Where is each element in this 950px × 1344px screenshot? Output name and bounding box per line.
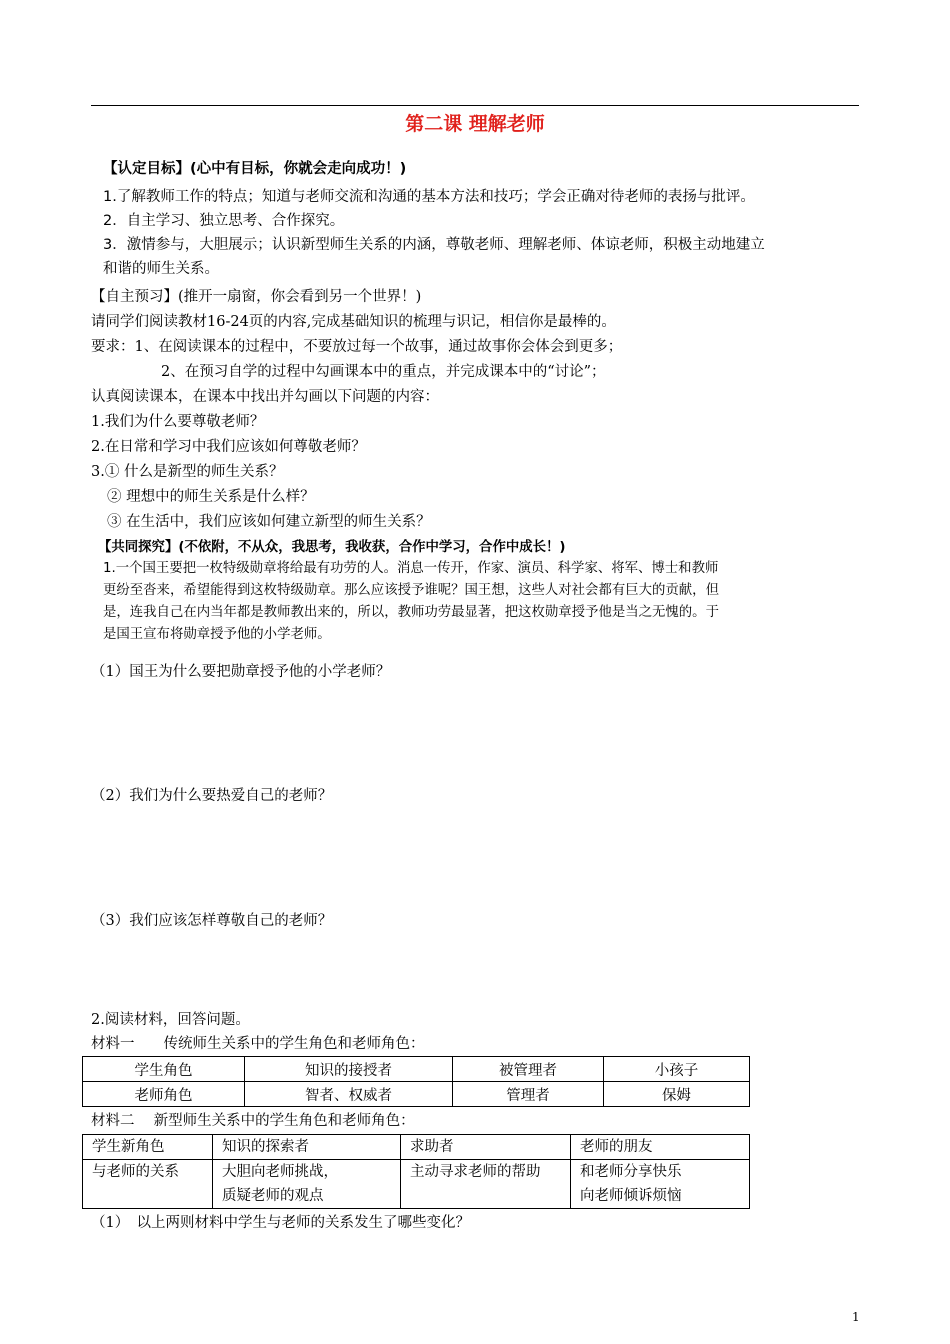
table-cell: 大胆向老师挑战， 质疑老师的观点 [213,1160,401,1209]
preview-intro: 请同学们阅读教材16-24页的内容,完成基础知识的梳理与识记，相信你是最棒的。 [91,314,616,330]
story-line-3: 是，连我自己在内当年都是教师教出来的，所以，教师功劳最显著，把这枚勋章授予他是当之无愧的。于 [103,605,719,620]
table-row [83,1057,750,1082]
table-cell: 保姆 [604,1082,750,1107]
table-cell: 老师的朋友 [571,1135,750,1160]
preview-question-1: 1.我们为什么要尊敬老师？ [91,414,265,430]
story-line-2: 更纷至沓来，希望能得到这枚特级勋章。那么应该授予谁呢？国王想，这些人对社会都有巨大的贡献，但 [103,583,719,598]
preview-requirement-1: 要求：1、在阅读课本的过程中，不要放过每一个故事，通过故事你会体会到更多； [91,339,623,355]
preview-question-3: 3.① 什么是新型的师生关系？ [91,464,284,480]
table-cell: 与老师的关系 [83,1160,213,1209]
story-line-4: 是国王宣布将勋章授予他的小学老师。 [103,627,331,642]
goal-item-3: 3．激情参与，大胆展示；认识新型师生关系的内涵，尊敬老师、理解老师、体谅老师，积极主动地建立 [103,237,765,253]
story-line-1: 1.一个国王要把一枚特级勋章将给最有功劳的人。消息一传开，作家、演员、科学家、将军、博士和教师 [103,561,719,576]
preview-heading: 【自主预习】(推开一扇窗，你会看到另一个世界！) [91,289,422,305]
preview-requirement-2: 2、在预习自学的过程中勾画课本中的重点，并完成课本中的“讨论”； [161,364,606,380]
explore-question-1: （1）国王为什么要把勋章授予他的小学老师？ [91,664,391,680]
table-cell: 和老师分享快乐 向老师倾诉烦恼 [571,1160,750,1209]
page-number: 1 [852,1310,860,1324]
table-cell: 智者、权威者 [245,1082,453,1107]
goal-item-2: 2．自主学习、独立思考、合作探究。 [103,213,345,229]
explore-question-3: （3）我们应该怎样尊敬自己的老师？ [91,913,333,929]
material2-caption: 材料二 新型师生关系中的学生角色和老师角色： [91,1113,415,1129]
table-cell: 学生角色 [83,1057,245,1082]
table-cell: 求助者 [401,1135,571,1160]
table-row [83,1082,750,1107]
header-rule [91,105,859,106]
table-cell: 小孩子 [604,1057,750,1082]
part2-question-1: （1） 以上两则材料中学生与老师的关系发生了哪些变化？ [91,1215,470,1231]
table-cell: 主动寻求老师的帮助 [401,1160,571,1209]
table-cell: 被管理者 [453,1057,604,1082]
goal-item-3-cont: 和谐的师生关系。 [103,261,219,277]
table-cell: 知识的接授者 [245,1057,453,1082]
part2-heading: 2.阅读材料，回答问题。 [91,1012,250,1028]
explore-heading: 【共同探究】(不依附，不从众，我思考，我收获，合作中学习，合作中成长！) [98,540,566,555]
goals-heading: 【认定目标】(心中有目标，你就会走向成功！) [103,161,407,177]
material1-table [82,1056,750,1107]
preview-instruction: 认真阅读课本，在课本中找出并勾画以下问题的内容： [91,389,439,405]
material1-caption: 材料一 传统师生关系中的学生角色和老师角色： [91,1036,425,1052]
table-cell: 老师角色 [83,1082,245,1107]
explore-question-2: （2）我们为什么要热爱自己的老师？ [91,788,333,804]
table-cell: 管理者 [453,1082,604,1107]
preview-question-2: 2.在日常和学习中我们应该如何尊敬老师？ [91,439,366,455]
material2-table [82,1134,750,1209]
table-cell: 知识的探索者 [213,1135,401,1160]
table-cell: 学生新角色 [83,1135,213,1160]
page-title: 第二课 理解老师 [405,113,545,135]
goal-item-1: 1.了解教师工作的特点；知道与老师交流和沟通的基本方法和技巧；学会正确对待老师的表扬与批评。 [103,189,755,205]
table-row [83,1160,750,1209]
preview-question-3-2: ② 理想中的师生关系是什么样？ [107,489,315,505]
table-row [83,1135,750,1160]
preview-question-3-3: ③ 在生活中，我们应该如何建立新型的师生关系？ [107,514,431,530]
